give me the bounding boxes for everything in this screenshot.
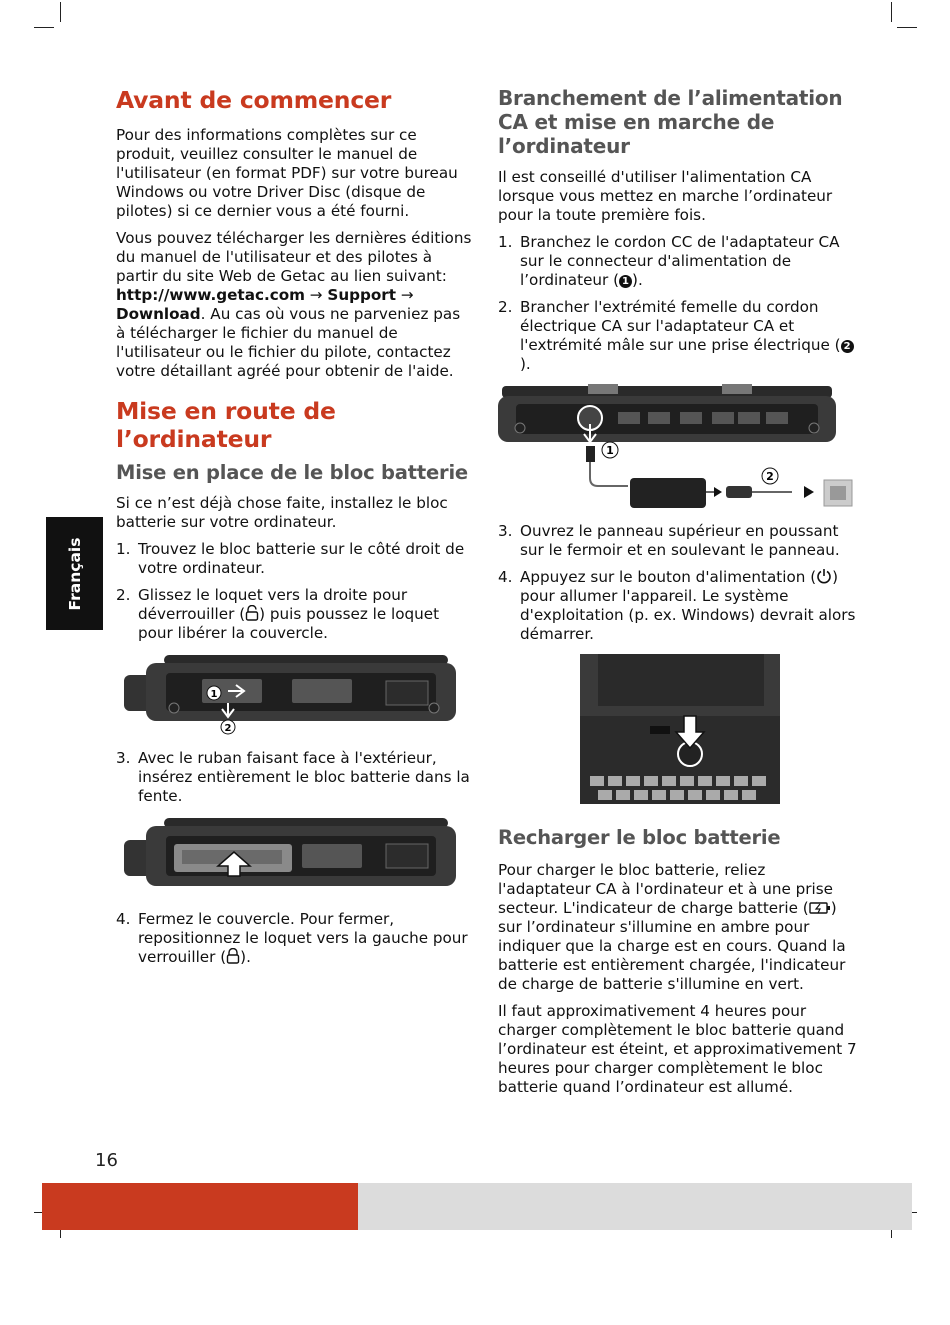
callout-badge-2: 2 [841,340,854,353]
callout-badge-1: 1 [619,275,632,288]
section-title-getting-started: Mise en route de l’ordinateur [116,397,336,453]
battery-step-2: 2. Glissez le loquet vers la droite pour déverrouiller ( ) puis poussez le loquet pour libérer la couvercle. [116,586,440,642]
footer-bar-grey [358,1183,912,1230]
right-column [498,86,858,1105]
getac-url-link[interactable]: http://www.getac.com [116,286,305,304]
battery-step-3: 3. Avec le ruban faisant face à l'extérieur, insérez entièrement le bloc batterie dans la fente. [116,749,470,805]
left-column [116,86,474,975]
page-number: 16 [95,1150,118,1171]
ac-adapter-figure [498,384,856,508]
battery-steps-b [116,749,474,806]
charge-time-paragraph: Il faut approximativement 4 heures pour charger complètement le bloc batterie quand l’ordinateur est éteint, et approximativement 7 heures pour charger complètement le bloc batterie quand l’ordinateur est allumé. [498,1002,857,1096]
crop-mark [34,27,54,28]
ac-steps-b [498,522,858,644]
laptop-power-figure [580,654,780,804]
support-link[interactable]: Support [327,286,397,304]
section-title-charge-battery: Recharger le bloc batterie [498,826,781,849]
intro-paragraph: Pour des informations complètes sur ce produit, veuillez consulter le manuel de l'utilisateur (en format PDF) sur votre bureau Windows ou votre Driver Disc (disque de pilotes) si ce dernier vous a été fourni. [116,126,458,220]
section-title-ac-power: Branchement de l’alimentation CA et mise en marche de l’ordinateur [498,86,843,158]
battery-charge-icon [809,901,831,915]
battery-step-4: 4. Fermez le couvercle. Pour fermer, repositionnez le loquet vers la gauche pour verrouiller ( ). [116,910,468,966]
language-tab [46,517,103,630]
section-title-before-start: Avant de commencer [116,86,392,114]
figure-label-1: 1 [606,444,614,457]
battery-latch-figure [116,653,456,735]
subsection-title-battery: Mise en place de le bloc batterie [116,461,468,484]
figure-label-2: 2 [224,723,232,734]
ac-step-2: 2. Brancher l'extrémité femelle du cordon électrique CA sur l'adaptateur CA et l'extrémité mâle sur une prise électrique ( 2). [498,298,858,374]
battery-step-1: 1. Trouvez le bloc batterie sur le côté droit de votre ordinateur. [116,540,465,577]
ac-step-4: 4. Appuyez sur le bouton d'alimentation ( ) pour allumer l'appareil. Le système d'exploitation (p. ex. Windows) devrait alors démarrer. [498,568,856,643]
figure-label-1: 1 [210,689,218,700]
lock-icon [226,948,240,964]
download-paragraph: Vous pouvez télécharger les dernières éditions du manuel de l'utilisateur et des pilotes à partir du site Web de Getac au lien suivant: http://www.getac.com → Support → Download. Au cas où vous ne parveniez pas à télécharger le fichier du manuel de l'utilisateur ou le fichier du pilote, contactez votre détaillant agréé pour obtenir de l'aide. [116,229,472,380]
ac-intro: Il est conseillé d'utiliser l'alimentation CA lorsque vous mettez en marche l’ordinateur pour la toute première fois. [498,168,833,224]
battery-steps-a [116,540,474,643]
crop-mark [897,27,917,28]
ac-steps-a [498,233,858,374]
power-icon [816,568,832,584]
figure-label-2: 2 [766,470,774,483]
battery-insert-figure [116,816,456,896]
charge-paragraph: Pour charger le bloc batterie, reliez l'adaptateur CA à l'ordinateur et à une prise secteur. L'indicateur de charge batterie ( ) sur l’ordinateur s'illumine en ambre pour indiquer que la charge est en cours. Quand la batterie est entièrement chargée, l'indicateur de charge de batterie s'illumine en vert. [498,861,846,993]
ac-step-3: 3. Ouvrez le panneau supérieur en poussant sur le fermoir et en soulevant le panneau. [498,522,840,559]
battery-steps-c [116,910,474,967]
footer-bar-accent [42,1183,358,1230]
crop-mark [60,2,61,22]
ac-step-1: 1. Branchez le cordon CC de l'adaptateur CA sur le connecteur d'alimentation de l’ordinateur ( 1 ). [498,233,840,289]
crop-mark [891,2,892,22]
download-link[interactable]: Download [116,305,201,323]
language-tab-label: Français [65,537,84,610]
unlock-icon [245,605,259,621]
battery-intro: Si ce n’est déjà chose faite, installez le bloc batterie sur votre ordinateur. [116,494,448,531]
